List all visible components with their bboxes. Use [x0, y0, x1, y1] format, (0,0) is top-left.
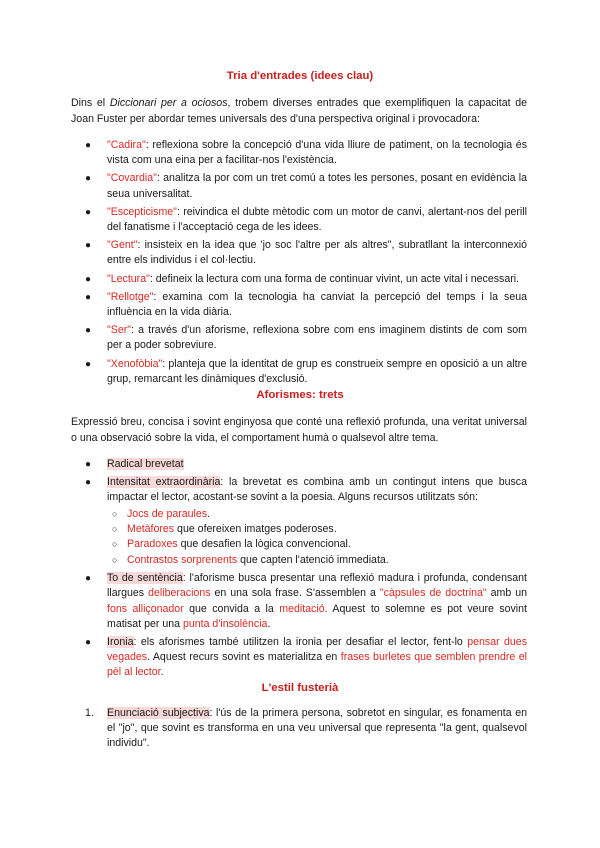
entries-list — [71, 138, 527, 390]
bullet-icon: ● — [85, 173, 92, 185]
resources-sublist — [107, 507, 527, 569]
list-item: ● "Covardia": analitza la por com un tret comú a totes les persones, posant en evidència la seua universalitat. — [85, 172, 527, 200]
book-title: Diccionari per a ociosos — [109, 97, 228, 109]
list-item: ● "Escepticisme": reivindica el dubte mètodic com un motor de canvi, alertant-nos del perill del fanatisme i l'acceptació cega de les idees. — [85, 205, 527, 234]
bullet-icon: ● — [85, 240, 92, 252]
bullet-icon: ● — [85, 477, 92, 489]
list-item: ● Intensitat extraordinària: la brevetat es combina amb un contingut intens que busca impactar el lector, acostant-se sovint a la poesia. Alguns recursos utilitzats són: ○ Jocs de paraules. ○ Metàfores que ofereixen imatges poderoses. ○ Paradoxes que desafien la lògica convencional. ○ Contrastos sorprenents que capten l'atenció immediata. — [71, 475, 527, 568]
bullet-icon: ● — [85, 637, 92, 649]
highlighted-term: To de sentència — [107, 572, 183, 585]
circle-bullet-icon: ○ — [112, 524, 118, 535]
sub-list-item: ○ Contrastos sorprenents que capten l'atenció immediata. — [107, 553, 527, 568]
circle-bullet-icon: ○ — [112, 539, 118, 550]
sub-list-item: ○ Paradoxes que desafien la lògica convencional. — [107, 537, 527, 552]
bullet-icon: ● — [85, 140, 92, 151]
list-item: ● "Rellotge": examina com la tecnologia ha canviat la percepció del temps i la seua influència en la vida diària. — [85, 290, 527, 319]
highlighted-term: Enunciació subjectiva — [107, 707, 210, 719]
estil-list — [71, 706, 527, 755]
intro-paragraph: Dins el Diccionari per a ociosos, trobem diverses entrades que exemplifiquen la capacitat de Joan Fuster per abordar temes universals des d'una perspectiva original i provocadora: — [71, 97, 528, 125]
section-title-aforismes: Aforismes: trets — [256, 389, 344, 401]
list-item: ● "Xenofòbia": planteja que la identitat de grup es construeix sempre en oposició a un altre grup, remarcant les dinàmiques d'exclusió. — [85, 357, 527, 385]
circle-bullet-icon: ○ — [112, 554, 118, 565]
list-item — [71, 457, 527, 472]
bullet-icon: ● — [85, 459, 92, 470]
aforismes-intro: Expressió breu, concisa i sovint enginyosa que conté una reflexió profunda, una veritat universal o una observació sobre la vida, el comportament humà o qualsevol altre tema. — [71, 416, 527, 444]
list-item: ● To de sentència: l'aforisme busca presentar una reflexió madura i profunda, condensant llargues deliberacions en una sola frase. S'assemblen a "càpsules de doctrina" amb un fons alliçonador que convida a la meditació. Aquest to solemne es pot veure sovint matisat per una punta d'insolència. — [85, 572, 528, 630]
traits-list — [71, 457, 527, 684]
sub-list-item: ○ Jocs de paraules. — [107, 507, 527, 522]
list-item: ● "Ser": a través d'un aforisme, reflexiona sobre com ens imaginem distints de com som per a poder sobreviure. — [85, 324, 527, 352]
bullet-icon: ● — [85, 206, 92, 218]
list-item: ● "Gent": insisteix en la idea que 'jo soc l'altre per als altres", subratllant la interconnexió entre els individus i el col·lectiu. — [85, 239, 527, 267]
circle-bullet-icon: ○ — [112, 508, 118, 519]
bullet-icon: ● — [85, 573, 92, 585]
bullet-icon: ● — [85, 358, 92, 370]
list-item: 1. Enunciació subjectiva: l'ús de la primera persona, sobretot en singular, es fonamenta en el "jo", que sovint es transforma en una veu universal que representa "la gent, qualsevol individu". — [85, 707, 527, 750]
list-item: ● "Cadira": reflexiona sobre la concepció d'una vida lliure de patiment, on la tecnologia és vista com una eina per a facilitar-nos l'existència. — [85, 139, 527, 167]
bullet-icon: ● — [85, 291, 92, 303]
sub-list-item: ○ Metàfores que ofereixen imatges poderoses. — [107, 522, 527, 537]
list-item: ● Ironia: els aforismes també utilitzen la ironia per desafiar el lector, fent-lo pensar dues vegades. Aquest recurs sovint es materialitza en frases burletes que semblen prendre el pèl al lector. — [85, 636, 528, 679]
section-title-entries: Tria d'entrades (idees clau) — [226, 70, 374, 82]
list-item: ● "Lectura": defineix la lectura com una forma de continuar vivint, un acte vital i necessari. — [71, 272, 527, 287]
list-number: 1. — [85, 707, 94, 719]
section-title-estil: L'estil fusterià — [261, 682, 339, 694]
highlighted-term: Ironia — [107, 636, 134, 649]
bullet-icon: ● — [85, 273, 92, 285]
bullet-icon: ● — [85, 325, 92, 337]
highlighted-term: Radical brevetat — [107, 458, 184, 470]
highlighted-term: Intensitat extraordinària — [107, 476, 221, 489]
